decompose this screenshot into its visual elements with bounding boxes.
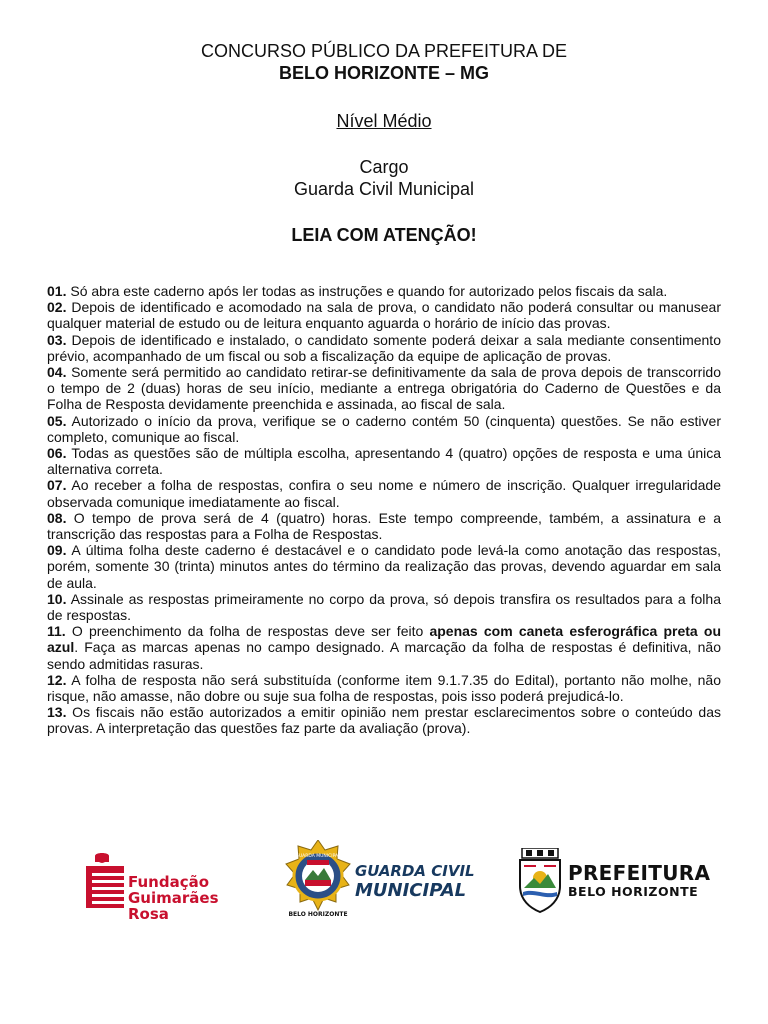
- instruction-text: Os fiscais não estão autorizados a emitir opinião nem prestar esclarecimentos sobre o conteúdo das provas. A interpretação das questões faz parte da avaliação (prova).: [47, 704, 721, 737]
- instruction-number: 04.: [47, 364, 67, 381]
- instruction-text: Somente será permitido ao candidato retirar-se definitivamente da sala de prova depois de transcorrido o tempo de 2 (duas) horas de seu início, mediante a entrega obrigatória do Caderno de Questões e da Folha de Resposta devidamente preenchida e assinada, ao fiscal de sala.: [47, 364, 721, 413]
- instruction-item: [47, 477, 721, 509]
- gcm-line1: GUARDA CIVIL: [355, 862, 475, 880]
- instruction-item: [47, 364, 721, 413]
- instruction-number: 11.: [47, 623, 66, 640]
- fgr-line1: Fundação: [128, 873, 210, 891]
- gcm-seal-top-text: GUARDA MUNICIPAL: [295, 854, 341, 859]
- instruction-number: 13.: [47, 704, 67, 721]
- instruction-text: Depois de identificado e acomodado na sala de prova, o candidato não poderá consultar ou manusear qualquer material de estudo ou de leitura enquanto aguarda o horário de início das provas.: [47, 299, 721, 332]
- instruction-text: O tempo de prova será de 4 (quatro) horas. Este tempo compreende, também, a assinatura e a transcrição das respostas para a Folha de Respostas.: [47, 509, 721, 543]
- instruction-text: A folha de resposta não será substituída (conforme item 9.1.7.35 do Edital), portanto não molhe, não risque, não amasse, não dobre ou suje sua folha de respostas, pois isso poderá prejudicá-lo.: [47, 671, 721, 705]
- instruction-item: [47, 413, 721, 445]
- exam-title-line1: CONCURSO PÚBLICO DA PREFEITURA DE: [200, 41, 568, 61]
- fgr-wordmark: [128, 874, 234, 922]
- pbh-line2: BELO HORIZONTE: [568, 884, 699, 899]
- pbh-coat-of-arms-icon: [516, 848, 564, 914]
- fgr-line2: Guimarães Rosa: [128, 889, 219, 923]
- document-header: [0, 40, 768, 246]
- gcm-badge-icon: [283, 840, 353, 920]
- instruction-item: [47, 704, 721, 736]
- pbh-wordmark: [568, 862, 710, 900]
- instruction-text: Assinale as respostas primeiramente no corpo da prova, só depois transfira os resultados para a folha de respostas.: [47, 590, 721, 624]
- prefeitura-belo-horizonte-logo: [516, 848, 711, 920]
- position-label: Cargo: [359, 157, 409, 177]
- instruction-text: . Faça as marcas apenas no campo designado. A marcação da folha de respostas é definitiva, não sendo admitidas rasuras.: [47, 639, 721, 672]
- instruction-text: Autorizado o início da prova, verifique se o caderno contém 50 (cinquenta) questões. Se não estiver completo, comunique ao fiscal.: [47, 412, 721, 445]
- attention-heading: LEIA COM ATENÇÃO!: [291, 225, 477, 245]
- instruction-emphasis: apenas com caneta esferográfica preta ou azul: [47, 623, 722, 656]
- instruction-number: 02.: [47, 299, 67, 316]
- instruction-text: O preenchimento da folha de respostas deve ser feito: [65, 623, 430, 640]
- fgr-emblem-icon: [84, 852, 128, 910]
- instruction-number: 07.: [47, 477, 67, 494]
- instruction-item: [47, 542, 721, 591]
- guarda-civil-municipal-logo: [283, 840, 493, 920]
- instruction-number: 10.: [47, 590, 67, 607]
- instruction-text: Só abra este caderno após ler todas as instruções e quando for autorizado pelos fiscais da sala.: [66, 283, 668, 299]
- instruction-text: Depois de identificado e instalado, o candidato somente poderá deixar a sala mediante consentimento prévio, acompanhado de um fiscal ou sob a fiscalização da equipe de aplicação de provas.: [47, 331, 721, 364]
- instruction-item: [47, 445, 721, 477]
- instruction-item: [47, 623, 721, 672]
- instruction-number: 12.: [47, 671, 67, 688]
- exam-level: Nível Médio: [336, 111, 432, 131]
- gcm-line2: MUNICIPAL: [355, 880, 467, 901]
- instruction-text: A última folha deste caderno é destacável e o candidato pode levá-la como anotação das respostas, porém, somente 30 (trinta) minutos antes do término da realização das provas, devendo aguardar em sala de aula.: [47, 542, 721, 591]
- instruction-item: [47, 672, 721, 704]
- instruction-item: [47, 299, 721, 331]
- instruction-number: 01.: [47, 283, 67, 299]
- instructions-list: [47, 283, 721, 737]
- instruction-text: Todas as questões são de múltipla escolha, apresentando 4 (quatro) opções de resposta e uma única alternativa correta.: [47, 445, 721, 478]
- instruction-number: 09.: [47, 542, 67, 559]
- fundacao-guimaraes-rosa-logo: [84, 852, 234, 923]
- instruction-number: 08.: [47, 509, 67, 526]
- position-value: Guarda Civil Municipal: [293, 179, 475, 199]
- pbh-line1: PREFEITURA: [568, 861, 711, 885]
- instruction-item: [47, 510, 721, 542]
- instruction-item: [47, 283, 721, 299]
- instruction-number: 03.: [47, 331, 67, 348]
- gcm-wordmark: [355, 862, 475, 900]
- instruction-number: 06.: [47, 445, 67, 462]
- instruction-number: 05.: [47, 412, 67, 429]
- exam-title-city: BELO HORIZONTE – MG: [278, 63, 489, 83]
- gcm-seal-bottom-text: BELO HORIZONTE: [288, 911, 348, 918]
- instruction-item: [47, 591, 721, 623]
- instruction-item: [47, 332, 721, 364]
- logos-footer: [0, 840, 768, 923]
- instruction-text: Ao receber a folha de respostas, confira o seu nome e número de inscrição. Qualquer irregularidade observada comunique imediatamente ao fiscal.: [47, 477, 721, 510]
